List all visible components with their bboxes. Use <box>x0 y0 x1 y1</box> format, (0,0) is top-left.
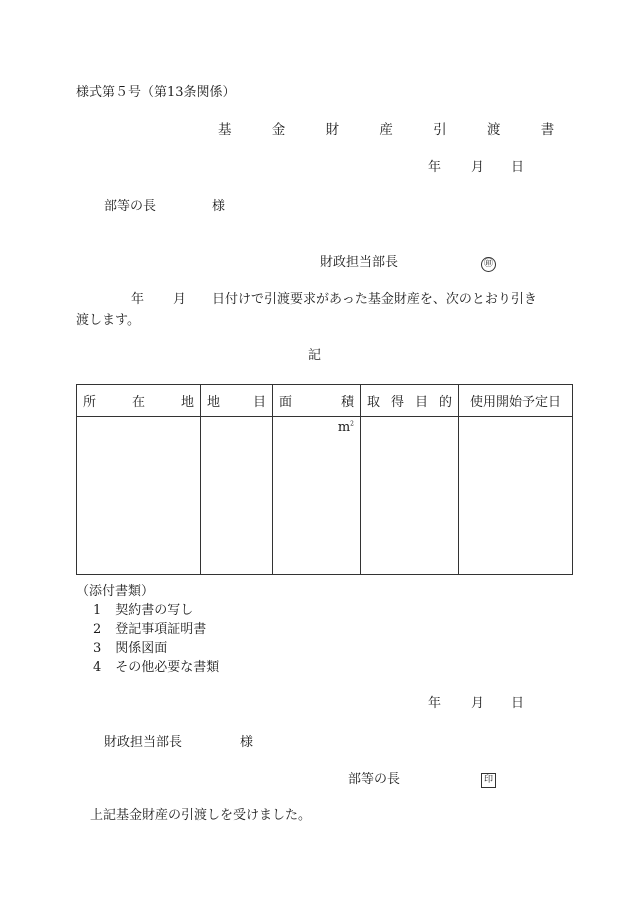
receipt-text: 上記基金財産の引渡しを受けました。 <box>90 808 312 823</box>
ki-heading: 記 <box>308 348 322 363</box>
date-month-label-2: 月 <box>471 696 485 711</box>
addressee-honorific-2: 様 <box>240 735 254 750</box>
cell-area: $m^2$ <box>273 417 361 575</box>
property-table <box>76 384 573 575</box>
list-item: 2 登記事項証明書 <box>93 622 207 637</box>
seal-mark-2 <box>481 772 496 788</box>
addressee-title-2: 財政担当部長 <box>104 735 183 750</box>
area-unit: m <box>337 420 351 435</box>
date-year-label: 年 <box>428 160 442 175</box>
body-year-label: 年 <box>131 292 145 307</box>
cell-start-date <box>459 417 573 575</box>
body-text-line2: 渡します。 <box>76 313 140 328</box>
list-item: 3 関係図面 <box>93 641 168 656</box>
document-title: 基 金 財 産 引 渡 書 <box>218 122 573 138</box>
date-year-label-2: 年 <box>428 696 442 711</box>
addressee-title: 部等の長 <box>104 199 157 214</box>
list-item: 4 その他必要な書類 <box>93 660 220 675</box>
header-area: 面 積 <box>273 385 361 417</box>
attachments-heading: （添付書類） <box>76 584 155 599</box>
date-month-label: 月 <box>471 160 485 175</box>
table-row <box>77 417 573 575</box>
body-text-line1: 日付けで引渡要求があった基金財産を、次のとおり引き <box>212 292 537 307</box>
header-land-category: 地 目 <box>201 385 273 417</box>
header-start-date: 使用開始予定日 <box>459 385 573 417</box>
addressee-honorific: 様 <box>212 199 226 214</box>
date-day-label: 日 <box>511 160 525 175</box>
cell-location <box>77 417 201 575</box>
date-day-label-2: 日 <box>511 696 525 711</box>
cell-purpose <box>361 417 459 575</box>
cell-land-category <box>201 417 273 575</box>
list-item: 1 契約書の写し <box>93 603 194 618</box>
body-month-label: 月 <box>173 292 187 307</box>
header-purpose: 取 得 目 的 <box>361 385 459 417</box>
seal-square-icon: 印 <box>481 773 496 788</box>
form-number: 様式第５号（第13条関係） <box>76 85 236 100</box>
seal-mark <box>481 256 496 272</box>
seal-icon: ㊞ <box>481 257 496 272</box>
table-header-row <box>77 385 573 417</box>
sender-title: 財政担当部長 <box>320 255 399 270</box>
header-location: 所 在 地 <box>77 385 201 417</box>
sender-title-2: 部等の長 <box>348 772 401 787</box>
